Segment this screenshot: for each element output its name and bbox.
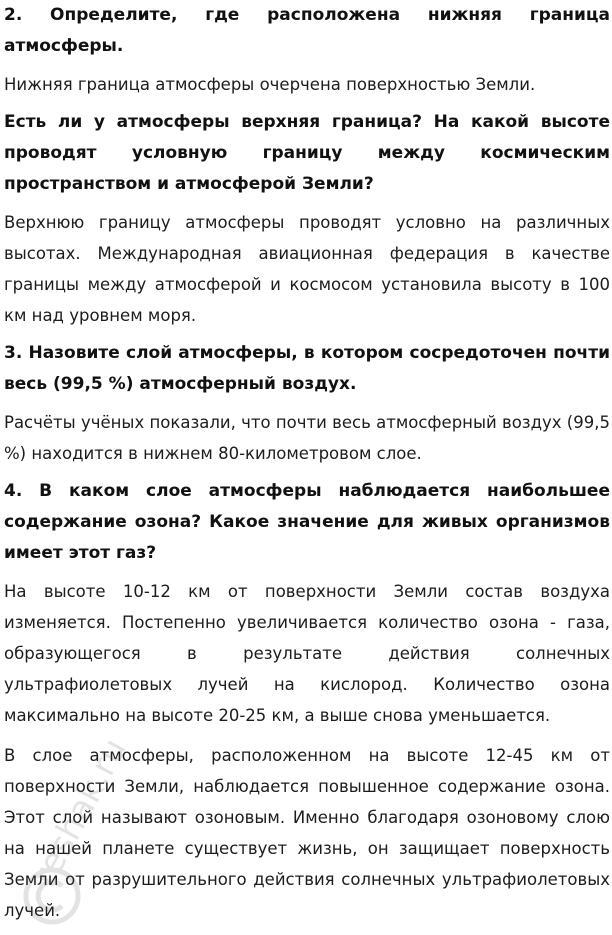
question-2-heading: 2. Определите, где расположена нижняя граница атмосферы. bbox=[4, 5, 610, 56]
watermark-text: reshak.ru bbox=[24, 732, 135, 893]
question-4-heading: 4. В каком слое атмосферы наблюдается наибольшее содержание озона? Какое значение для живых организмов имеет этот газ? bbox=[4, 481, 610, 563]
question-upper-boundary-answer: Верхнюю границу атмосферы проводят условно на различных высотах. Международная авиационная федерация в качестве границы между атмосферой и космосом установила высоту в 100 км над уровнем моря. bbox=[4, 213, 610, 325]
question-2-answer: Нижняя граница атмосферы очерчена поверхностью Земли. bbox=[4, 75, 536, 94]
question-4-answer-paragraph-1: На высоте 10-12 км от поверхности Земли состав воздуха изменяется. Постепенно увеличивается количество озона - газа, образующегося в результате действия солнечных ультрафиолетовых лучей на кислород. Количество озона максимально на высоте 20-25 км, а выше снова уменьшается. bbox=[4, 582, 610, 725]
question-upper-boundary-heading: Есть ли у атмосферы верхняя граница? На какой высоте проводят условную границу между космическим пространством и атмосферой Земли? bbox=[4, 112, 610, 194]
question-3-heading: 3. Назовите слой атмосферы, в котором сосредоточен почти весь (99,5 %) атмосферный воздух. bbox=[4, 343, 610, 394]
question-4-answer-paragraph-2: В слое атмосферы, расположенном на высоте 12-45 км от поверхности Земли, наблюдается повышенное содержание озона. Этот слой называют озоновым. Именно благодаря озоновому слою на нашей планете существует жизнь, он защищает поверхность Земли от разрушительного действия солнечных ультрафиолетовых лучей. bbox=[4, 746, 610, 920]
question-3-answer: Расчёты учёных показали, что почти весь атмосферный воздух (99,5 %) находится в нижнем 80-километровом слое. bbox=[4, 413, 610, 463]
